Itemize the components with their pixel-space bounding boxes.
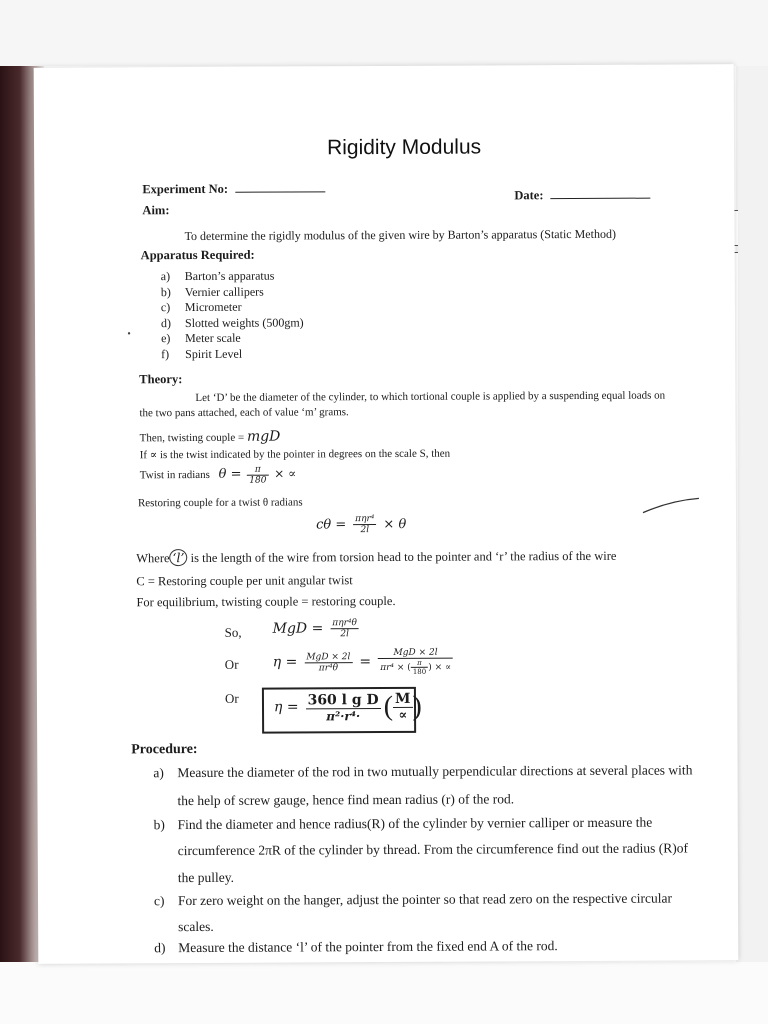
fraction: $\frac{\text{360 l g D}}{\text{π²·r⁴·}}$ bbox=[306, 692, 381, 723]
equilibrium-line: For equilibrium, twisting couple = restoring couple. bbox=[136, 593, 396, 610]
twist-definition-line: If ∝ is the twist indicated by the pointer in degrees on the scale S, then bbox=[139, 447, 451, 462]
list-item: c) Micrometer bbox=[160, 299, 242, 315]
fraction: $\frac{\pi}{180}$ bbox=[411, 659, 428, 676]
document-page bbox=[34, 64, 739, 964]
background-top bbox=[0, 0, 768, 66]
final-formula-box: η = $\frac{\text{360 l g D}}{\text{π²·r⁴·}}$ ( $\frac{M}{\propto}$ ) bbox=[262, 687, 416, 734]
procedure-step-continuation: the help of screw gauge, hence find mean radius (r) of the rod. bbox=[177, 791, 515, 809]
procedure-step: b) Find the diameter and hence radius(R) of the cylinder by vernier calliper or measure the bbox=[153, 814, 653, 833]
restoring-couple-line: Restoring couple for a twist θ radians bbox=[137, 496, 303, 510]
list-item: e) Meter scale bbox=[161, 330, 241, 346]
list-item: a) Barton’s apparatus bbox=[160, 268, 275, 284]
aim-label: Aim: bbox=[142, 203, 170, 218]
fraction: $\frac{\text{πηr⁴θ}}{2l}$ bbox=[330, 618, 359, 639]
procedure-step-continuation: the pulley. bbox=[177, 869, 235, 886]
fraction: $\frac{\text{πηr⁴}}{2l}$ bbox=[353, 514, 376, 535]
fraction: $\frac{\pi}{180}$ bbox=[247, 465, 268, 486]
ink-dot-icon bbox=[125, 329, 133, 337]
procedure-step: d) Measure the distance ‘l’ of the pointer from the fixed end A of the rod. bbox=[154, 938, 558, 956]
experiment-number-field bbox=[142, 181, 325, 197]
list-item: b) Vernier callipers bbox=[160, 284, 264, 299]
so-equation: MgD = $\frac{\text{πηr⁴θ}}{2l}$ bbox=[273, 618, 362, 639]
list-item: d) Slotted weights (500gm) bbox=[160, 314, 304, 330]
fraction: $\frac{M}{\propto}$ bbox=[393, 691, 413, 723]
theory-heading: Theory: bbox=[139, 372, 183, 387]
date-field bbox=[514, 188, 650, 204]
aim-text: To determine the rigidly modulus of the given wire by Barton’s apparatus (Static Method) bbox=[184, 226, 616, 244]
twisting-couple-line: Then, twisting couple = mgD bbox=[139, 428, 281, 445]
so-label: So, bbox=[224, 624, 242, 640]
apparatus-heading: Apparatus Required: bbox=[140, 247, 255, 263]
page-title: Rigidity Modulus bbox=[326, 135, 482, 160]
procedure-step-continuation: circumference 2πR of the cylinder by thread. From the circumference find out the radius (R)of bbox=[177, 840, 689, 859]
twist-radians-equation: Twist in radians θ = $\frac{\pi}{180}$ × ∝ bbox=[139, 464, 297, 486]
restoring-couple-definition: C = Restoring couple per unit angular twist bbox=[136, 573, 353, 589]
length-symbol: ‘l’ bbox=[169, 549, 187, 566]
apparatus-list bbox=[161, 268, 304, 362]
or-label: Or bbox=[224, 656, 239, 672]
procedure-step-continuation: scales. bbox=[178, 918, 214, 935]
experiment-label: Experiment No: bbox=[142, 181, 229, 197]
date-blank-line bbox=[551, 188, 651, 200]
fraction: MgD × 2l πr⁴ × ( $\frac{\pi}{180}$ ) × ∝ bbox=[378, 648, 453, 676]
pen-stroke-icon bbox=[641, 494, 701, 516]
where-line: Where ‘l’ is the length of the wire from torsion head to the pointer and ‘r’ the radius of the wire bbox=[136, 548, 617, 566]
procedure-step: c) For zero weight on the hanger, adjust the pointer so that read zero on the respective circular bbox=[153, 890, 672, 909]
date-label: Date: bbox=[514, 188, 544, 203]
background-bottom bbox=[0, 962, 768, 1024]
list-item: f) Spirit Level bbox=[161, 346, 243, 361]
procedure-step: a) Measure the diameter of the rod in two mutually perpendicular directions at several places with bbox=[153, 762, 693, 781]
theory-paragraph-line2: the two pans attached, each of value ‘m’ grams. bbox=[139, 406, 349, 420]
theory-paragraph-line1: Let ‘D’ be the diameter of the cylinder, to which tortional couple is applied by a suspending equal loads on bbox=[195, 389, 666, 404]
experiment-blank-line bbox=[235, 181, 325, 192]
twisting-couple-expression: mgD bbox=[246, 428, 281, 445]
restoring-couple-equation: cθ = $\frac{\text{πηr⁴}}{2l}$ × θ bbox=[316, 514, 407, 536]
stacked-pages-edge bbox=[736, 66, 768, 962]
rigidity-equation: η = $\frac{\text{MgD × 2l}}{\text{πr⁴θ}}$ = MgD × 2l πr⁴ × ( $\frac{\pi}{180}$ ) × ∝ bbox=[273, 648, 456, 677]
fraction: $\frac{\text{MgD × 2l}}{\text{πr⁴θ}}$ bbox=[304, 652, 352, 673]
procedure-heading: Procedure: bbox=[131, 741, 198, 758]
or-label: Or bbox=[224, 690, 239, 706]
